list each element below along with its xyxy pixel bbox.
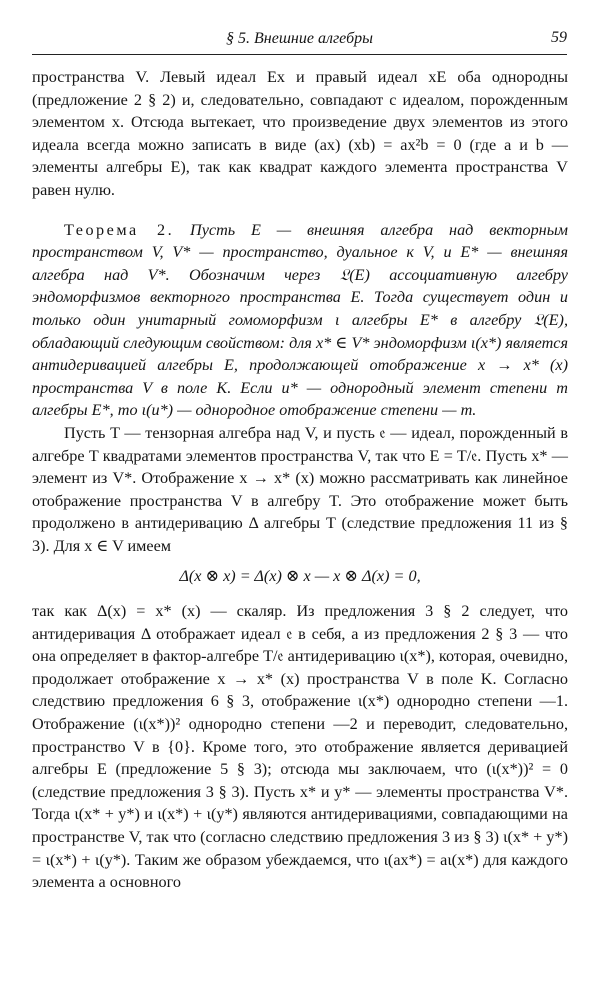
display-formula: Δ(x ⊗ x) = Δ(x) ⊗ x — x ⊗ Δ(x) = 0, [179, 567, 421, 586]
theorem-statement: Пусть E — внешняя алгебра над векторным пространством V, V* — пространство, дуальное к V, и E* — внешняя алгебра над V*. Обозначим через 𝔏(E) ассоциативную алгебру эндоморфизмов векторного пространства E. Тогда существует один и только один унитарный гомоморфизм ι алгебры E* в алгебру 𝔏(E), обладающий следующим свойством: для x* ∈ V* эндоморфизм ι(x*) является антидеривацией алгебры E, продолжающей отображение x → x* (x) пространства V в поле K. Если u* — однородный элемент степени m алгебры E*, то ι(u*) — однородное отображение степени — m. [32, 220, 569, 420]
proof-paragraph-1: Пусть T — тензорная алгебра над V, и пусть 𝔢 — идеал, порожденный в алгебре T квадратами элементов пространства V, так что E = T/𝔢. Пусть x* — элемент из V*. Отображение x → x* (x) можно рассматривать как линейное отображение пространства V в алгебру T. Это отображение может быть продолжено в антидеривацию Δ алгебры T (следствие предложения 11 из § 3). Для x ∈ V имеем [32, 423, 568, 555]
running-header [32, 24, 567, 55]
running-title: § 5. Внешние алгебры [226, 30, 373, 47]
proof-paragraph-2: так как Δ(x) = x* (x) — скаляр. Из предложения 3 § 2 следует, что антидеривация Δ отображает идеал 𝔢 в себя, а из предложения 2 § 3 — что она определяет в фактор-алгебре T/𝔢 антидеривацию ι(x*), которая, очевидно, продолжает отображение x → x* (x) пространства V в поле K. Согласно следствию предложения 6 § 3, отображение ι(x*) однородно степени —1. Отображение (ι(x*))² однородно степени —2 и переводит, следовательно, пространство V в {0}. Кроме того, это отображение является деривацией алгебры E (предложение 5 § 3); отсюда мы заключаем, что (ι(x*))² = 0 (следствие предложения 3 § 3). Пусть x* и y* — элементы пространства V*. Тогда ι(x* + y*) и ι(x*) + ι(y*) являются антидеривациями, совпадающими на пространстве V, так что (согласно следствию предложения 3 из § 3) ι(x* + y*) = ι(x*) + ι(y*). Таким же образом убеждаемся, что ι(ax*) = aι(x*) для каждого элемента a основного [32, 602, 568, 892]
page-body [32, 66, 568, 894]
theorem-label: Теорема 2. [64, 220, 175, 239]
paragraph-continuation: пространства V. Левый идеал Ex и правый идеал xE оба однородны (предложение 2 § 2) и, следовательно, совпадают с идеалом, порожденным элементом x. Отсюда вытекает, что произведение двух элементов из этого идеала всегда можно записать в виде (ax) (xb) = ax²b = 0 (где a и b — элементы алгебры E), так как квадрат каждого элемента пространства V равен нулю. [32, 68, 568, 199]
page-number: 59 [551, 29, 567, 46]
theorem-2 [32, 219, 568, 422]
